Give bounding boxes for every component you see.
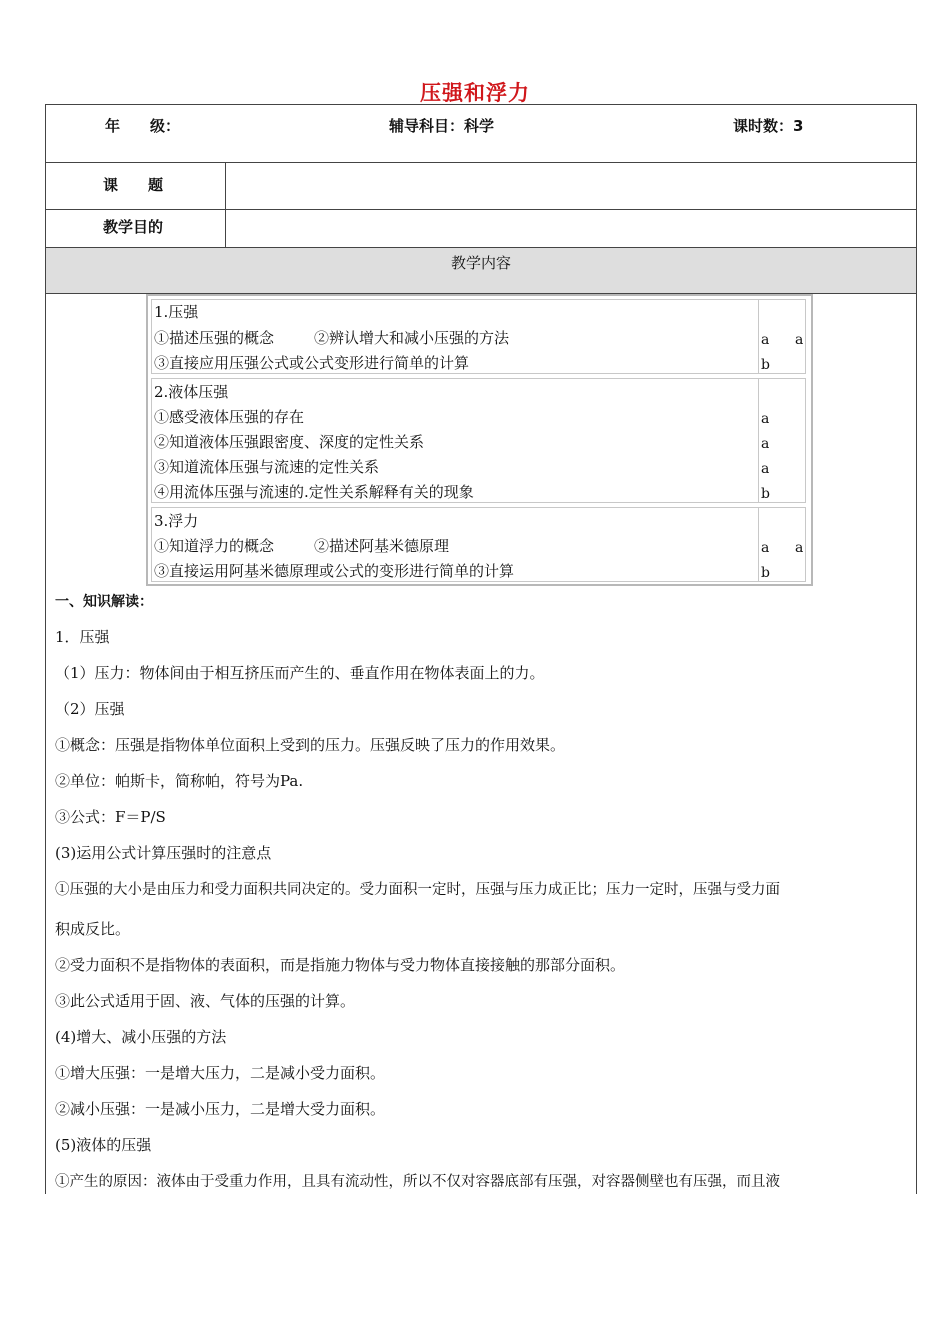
objective-line: ①描述压强的概念 ②辨认增大和减小压强的方法: [154, 329, 510, 347]
topic-label: 课 题: [103, 176, 164, 194]
hours-label: 课时数：3: [733, 117, 804, 135]
paragraph-line: ③此公式适用于固、液、气体的压强的计算。: [55, 992, 356, 1010]
paragraph-line: (5)液体的压强: [55, 1136, 152, 1154]
objective-level: a: [761, 436, 770, 452]
paragraph-line: ②单位：帕斯卡，简称帕，符号为Pa.: [55, 772, 304, 790]
subject-label: 辅导科目：科学: [389, 117, 495, 135]
objective-heading: 2.液体压强: [154, 383, 229, 401]
paragraph-line: (4)增大、减小压强的方法: [55, 1028, 227, 1046]
objective-line: ②知道液体压强跟密度、深度的定性关系: [154, 433, 425, 451]
objective-line: ④用流体压强与流速的.定性关系解释有关的现象: [154, 483, 474, 501]
objective-level: a: [761, 411, 770, 427]
goal-label: 教学目的: [103, 218, 164, 236]
paragraph-line: 积成反比。: [55, 920, 131, 938]
objective-line: ①知道浮力的概念 ②描述阿基米德原理: [154, 537, 450, 555]
paragraph-line: ②受力面积不是指物体的表面积，而是指施力物体与受力物体直接接触的那部分面积。: [55, 956, 626, 974]
paragraph-line: ①增大压强：一是增大压力，二是减小受力面积。: [55, 1064, 386, 1082]
paragraph-line: (3)运用公式计算压强时的注意点: [55, 844, 272, 862]
objective-section: [151, 299, 806, 374]
column-divider: [225, 162, 226, 247]
objective-level: a: [761, 461, 770, 477]
objective-heading: 1.压强: [154, 303, 199, 321]
objective-level: a: [761, 540, 770, 556]
content-section-label: 教学内容: [450, 254, 511, 272]
objective-level: a: [761, 332, 770, 348]
paragraph-line: （2）压强: [55, 700, 125, 718]
objective-line: ③直接运用阿基米德原理或公式的变形进行简单的计算: [154, 562, 515, 580]
paragraph-line: ②减小压强：一是减小压力，二是增大受力面积。: [55, 1100, 386, 1118]
objective-level: b: [761, 565, 770, 581]
section-heading: 一、知识解读：: [55, 594, 153, 610]
objective-section: [151, 507, 806, 582]
objective-level: b: [761, 486, 770, 502]
row-divider: [45, 162, 917, 163]
paragraph-line: ①产生的原因：液体由于受重力作用，且具有流动性，所以不仅对容器底部有压强，对容器侧壁也有压强，而且液: [55, 1174, 780, 1190]
objective-level: b: [761, 357, 770, 373]
paragraph-line: ③公式：F＝P/S: [55, 808, 166, 826]
page-title: 压强和浮力: [420, 81, 530, 105]
row-divider: [45, 209, 917, 210]
paragraph-line: 1．压强: [55, 628, 110, 646]
objective-level: a: [795, 540, 804, 556]
objective-section: [151, 378, 806, 503]
paragraph-line: ①压强的大小是由压力和受力面积共同决定的。受力面积一定时，压强与压力成正比；压力一定时，压强与受力面: [55, 882, 780, 898]
objective-line: ①感受液体压强的存在: [154, 408, 305, 426]
grade-label: 年 级：: [105, 117, 181, 135]
objectives-table: [146, 294, 813, 586]
paragraph-line: ①概念：压强是指物体单位面积上受到的压力。压强反映了压力的作用效果。: [55, 736, 566, 754]
objective-level: a: [795, 332, 804, 348]
objective-line: ③知道流体压强与流速的定性关系: [154, 458, 380, 476]
objective-line: ③直接应用压强公式或公式变形进行简单的计算: [154, 354, 470, 372]
paragraph-line: （1）压力：物体间由于相互挤压而产生的、垂直作用在物体表面上的力。: [55, 664, 545, 682]
objective-heading: 3.浮力: [154, 512, 199, 530]
